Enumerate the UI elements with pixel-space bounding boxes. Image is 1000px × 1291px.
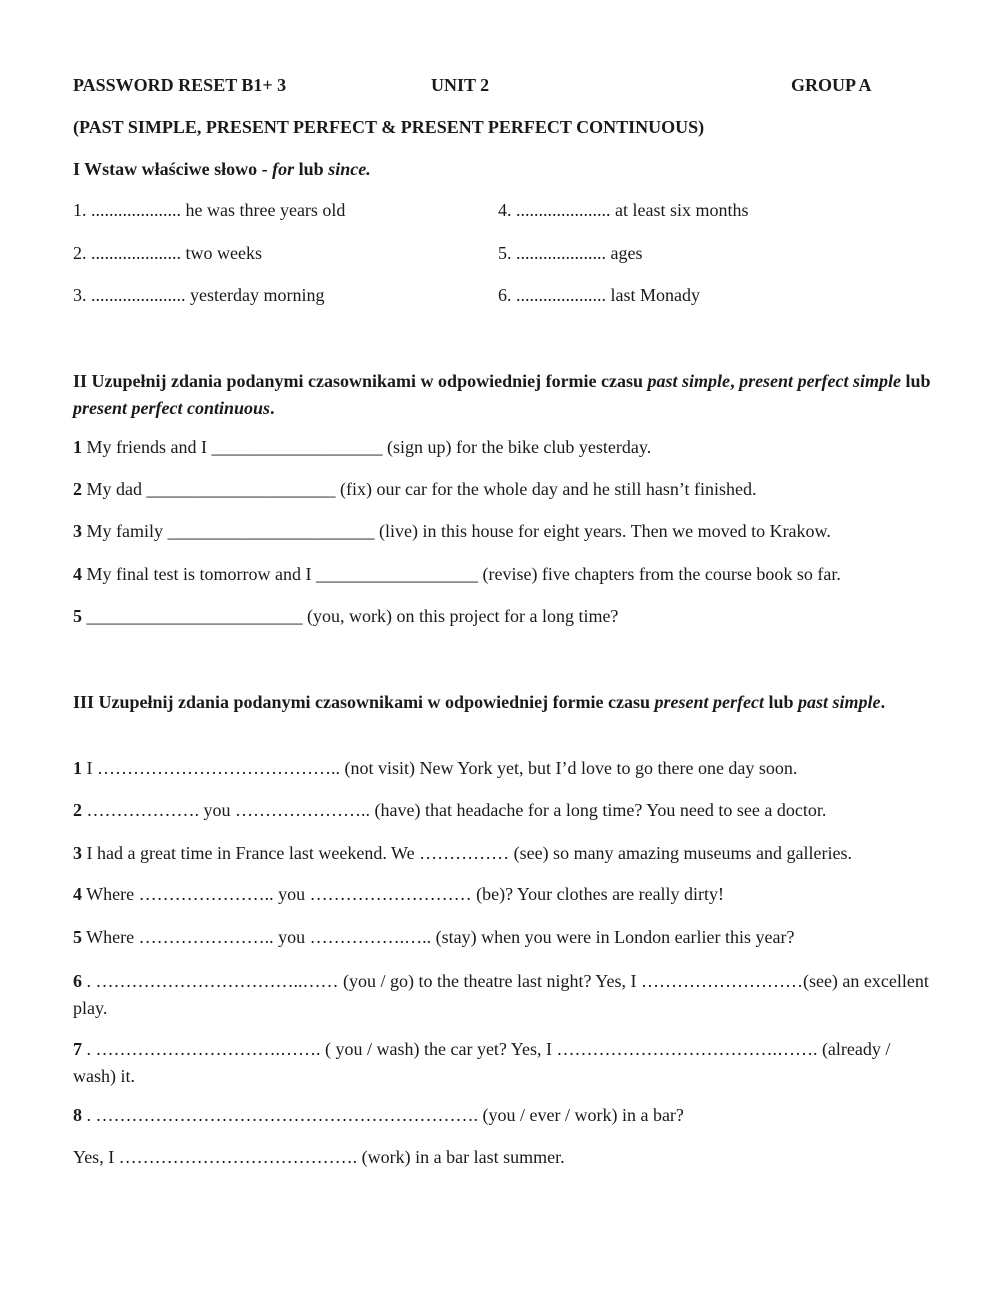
header-group: GROUP A <box>791 75 872 95</box>
section2-title: II Uzupełnij zdania podanymi czasownikami w odpowiedniej formie czasu past simple, present perfect simple lub present perfect continuous. <box>73 371 931 418</box>
section1-item-4[interactable]: 4. ..................... at least six months <box>498 200 749 220</box>
section3-item-4[interactable]: 4 Where ………………….. you ……………………… (be)? Your clothes are really dirty! <box>73 884 725 904</box>
section3-final-line[interactable]: Yes, I …………………………………. (work) in a bar last summer. <box>73 1147 565 1167</box>
section3-item-2[interactable]: 2 ………………. you ………………….. (have) that headache for a long time? You need to see a doctor. <box>73 800 827 820</box>
section2-item-1[interactable]: 1 My friends and I ___________________ (sign up) for the bike club yesterday. <box>73 437 652 457</box>
header-title: PASSWORD RESET B1+ 3 <box>73 75 287 95</box>
section3-title: III Uzupełnij zdania podanymi czasownikami w odpowiedniej formie czasu present perfect lub past simple. <box>73 692 886 712</box>
section2-item-5[interactable]: 5 ________________________ (you, work) on this project for a long time? <box>73 606 619 626</box>
section2-item-2[interactable]: 2 My dad _____________________ (fix) our car for the whole day and he still hasn’t finished. <box>73 479 757 499</box>
header-subtitle: (PAST SIMPLE, PRESENT PERFECT & PRESENT PERFECT CONTINUOUS) <box>73 117 705 137</box>
section1-item-1[interactable]: 1. .................... he was three years old <box>73 200 346 220</box>
section3-item-1[interactable]: 1 I ………………………………….. (not visit) New York yet, but I’d love to go there one day soon. <box>73 758 798 778</box>
header-unit: UNIT 2 <box>431 75 490 95</box>
section3-item-7[interactable]: 7 . ………………………….……. ( you / wash) the car yet? Yes, I ……………………………….……. (already / wash) it. <box>73 1039 891 1086</box>
section2-item-4[interactable]: 4 My final test is tomorrow and I __________________ (revise) five chapters from the course book so far. <box>73 564 841 584</box>
section3-item-6[interactable]: 6 . ……………………………..…… (you / go) to the theatre last night? Yes, I ………………………(see) an excellent play. <box>73 971 929 1018</box>
section1-item-3[interactable]: 3. ..................... yesterday morning <box>73 285 325 305</box>
section1-item-2[interactable]: 2. .................... two weeks <box>73 243 262 263</box>
section1-title: I Wstaw właściwe słowo - for lub since. <box>73 159 371 179</box>
section3-item-3[interactable]: 3 I had a great time in France last weekend. We …………… (see) so many amazing museums and galleries. <box>73 843 852 863</box>
section3-item-8[interactable]: 8 . ………………………………………………………. (you / ever / work) in a bar? <box>73 1105 684 1125</box>
section1-item-5[interactable]: 5. .................... ages <box>498 243 643 263</box>
section1-item-6[interactable]: 6. .................... last Monady <box>498 285 700 305</box>
section3-item-5[interactable]: 5 Where ………………….. you …………….….. (stay) when you were in London earlier this year? <box>73 927 795 947</box>
section2-item-3[interactable]: 3 My family _______________________ (live) in this house for eight years. Then we moved to Krakow. <box>73 521 831 541</box>
